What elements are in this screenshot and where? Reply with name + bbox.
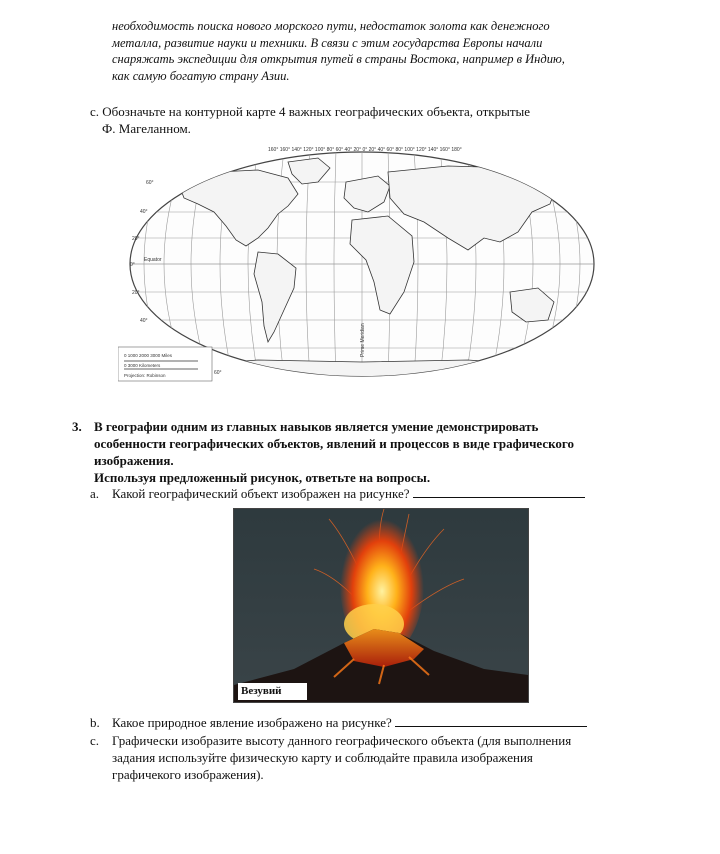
question-3 [72,418,672,486]
sub-label-b: b. [90,715,100,730]
intro-line: снаряжать экспедиции для открытия путей в страны Востока, например в Индию, [112,52,565,66]
lat-label: 40° [140,318,148,324]
photo-caption: Везувий [238,683,307,700]
lat-label: 0° [130,262,135,268]
question-3-line: изображения. [94,453,174,468]
answer-blank-a[interactable] [413,485,585,498]
answer-blank-b[interactable] [395,714,587,727]
lat-label: 60° [146,180,154,186]
lat-label: 40° [140,209,148,215]
intro-line: металла, развитие науки и техники. В связи с этим государства Европы начали [112,35,543,50]
volcano-photo [233,508,529,703]
sub-a-text: Какой географический объект изображен на рисунке? [112,486,413,501]
equator-label: Equator [144,257,162,263]
volcano-eruption-image [234,509,528,702]
question-3-instruction: Используя предложенный рисунок, ответьте на вопросы. [94,470,431,485]
longitude-labels: 160° 160° 140° 120° 100° 80° 60° 40° 20° 0° 20° 40° 60° 80° 100° 120° 140° 160° 180° [268,147,462,153]
intro-paragraph [112,18,657,84]
sub-question-c [90,732,650,783]
task-c-line: Ф. Магеланном. [102,121,191,136]
intro-line: необходимость поиска нового морского пути, недостаток золота как денежного [112,19,550,33]
task-c-map [90,103,650,137]
lat-label: 60° [214,370,222,376]
antarctica-shape [168,360,558,382]
world-contour-map [118,142,606,382]
lat-label: 20° [132,290,140,296]
question-3-line: В географии одним из главных навыков является умение демонстрировать [94,419,539,434]
sub-label-a: a. [90,486,100,501]
scale-km: 0 3000 Kilometers [124,363,161,368]
sub-c-line: задания используйте физическую карту и соблюдайте правила изображения [112,750,533,765]
sub-label-c: c. [90,733,100,748]
sub-question-b [90,714,690,731]
map-legend [118,347,212,381]
prime-meridian-label: Prime Meridian [360,323,366,357]
question-number: 3. [72,419,82,434]
scale-miles: 0 1000 2000 3000 Miles [124,353,173,358]
sub-b-text: Какое природное явление изображено на рисунке? [112,715,395,730]
projection-label: Projection: Robinson [124,373,166,378]
sub-c-line: Графически изобразите высоту данного географического объекта (для выполнения [112,733,572,748]
world-map-svg [118,142,606,382]
lat-label: 20° [132,236,140,242]
intro-line: как самую богатую страну Азии. [112,68,290,83]
question-3-line: особенности географических объектов, явлений и процессов в виде графического [94,436,575,451]
sub-question-a [90,485,690,502]
sub-c-line: графичекого изображения). [112,767,264,782]
task-c-line: c. Обозначьте на контурной карте 4 важных географических объекта, открытые [90,104,531,119]
